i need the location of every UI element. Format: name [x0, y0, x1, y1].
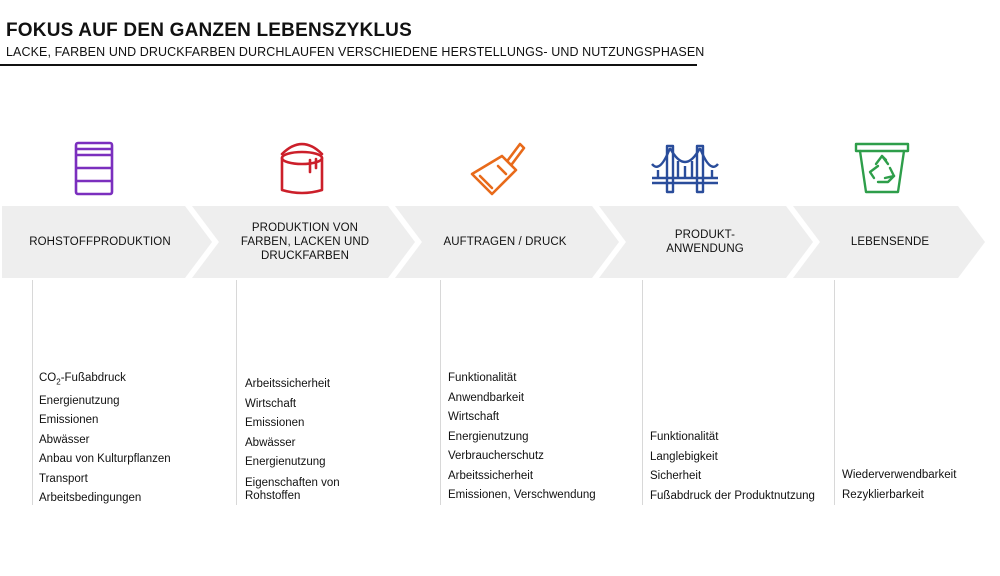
- stage-list-rohstoffproduktion: [39, 369, 171, 509]
- list-item: Energienutzung: [448, 430, 529, 443]
- list-item: Wiederverwendbarkeit: [842, 469, 957, 481]
- stage-list-auftragen: [448, 369, 596, 506]
- list-item: Emissionen: [245, 417, 305, 429]
- list-item: Arbeitssicherheit: [245, 378, 331, 390]
- stage-label-rohstoffproduktion: ROHSTOFFPRODUKTION: [29, 236, 171, 248]
- stage-label-produkt-anwendung: PRODUKT-ANWENDUNG: [666, 229, 744, 255]
- list-item: Arbeitsbedingungen: [39, 492, 142, 505]
- stage-divider: [236, 280, 237, 505]
- list-item: Emissionen, Verschwendung: [448, 489, 596, 501]
- stage-divider: [642, 280, 643, 505]
- list-item: Langlebigkeit: [650, 450, 718, 463]
- list-item: Energienutzung: [39, 394, 120, 407]
- stage-label-produktion: PRODUKTION VON FARBEN, LACKEN UND DRUCKFARBEN: [240, 222, 370, 262]
- list-item: Abwässer: [245, 436, 296, 449]
- stage-divider: [440, 280, 441, 505]
- list-item: Rezyklierbarkeit: [842, 488, 924, 501]
- list-item: Sicherheit: [650, 470, 702, 482]
- list-item: Energienutzung: [245, 456, 326, 468]
- stage-list-produkt-anwendung: [650, 428, 815, 506]
- list-item: Fußabdruck der Produktnutzung: [650, 489, 815, 502]
- stage-list-produktion: [245, 375, 365, 503]
- stage-label-auftragen: AUFTRAGEN / DRUCK: [443, 236, 567, 248]
- list-item: Funktionalität: [650, 431, 719, 443]
- list-item: $CO_2$-Fußabdruck: [39, 372, 126, 387]
- list-item: Wirtschaft: [448, 411, 500, 423]
- stage-label-lebensende: LEBENSENDE: [850, 236, 930, 248]
- list-item: Wirtschaft: [245, 397, 297, 410]
- list-item: Eigenschaften von Rohstoffen: [245, 476, 340, 502]
- list-item: Verbraucherschutz: [448, 450, 544, 462]
- stage-divider: [32, 280, 33, 505]
- stage-list-lebensende: [842, 466, 956, 505]
- list-item: Emissionen: [39, 414, 99, 427]
- page-title: FOKUS AUF DEN GANZEN LEBENSZYKLUS: [6, 20, 412, 41]
- list-item: Arbeitssicherheit: [448, 469, 534, 482]
- list-item: Funktionalität: [448, 372, 517, 384]
- list-item: Anwendbarkeit: [448, 391, 525, 404]
- page-subtitle: LACKE, FARBEN UND DRUCKFARBEN DURCHLAUFEN VERSCHIEDENE HERSTELLUNGS- UND NUTZUNGSPHASEN: [6, 45, 705, 59]
- list-item: Transport: [39, 472, 88, 485]
- list-item: Anbau von Kulturpflanzen: [39, 453, 171, 466]
- list-item: Abwässer: [39, 433, 90, 446]
- stage-divider: [834, 280, 835, 505]
